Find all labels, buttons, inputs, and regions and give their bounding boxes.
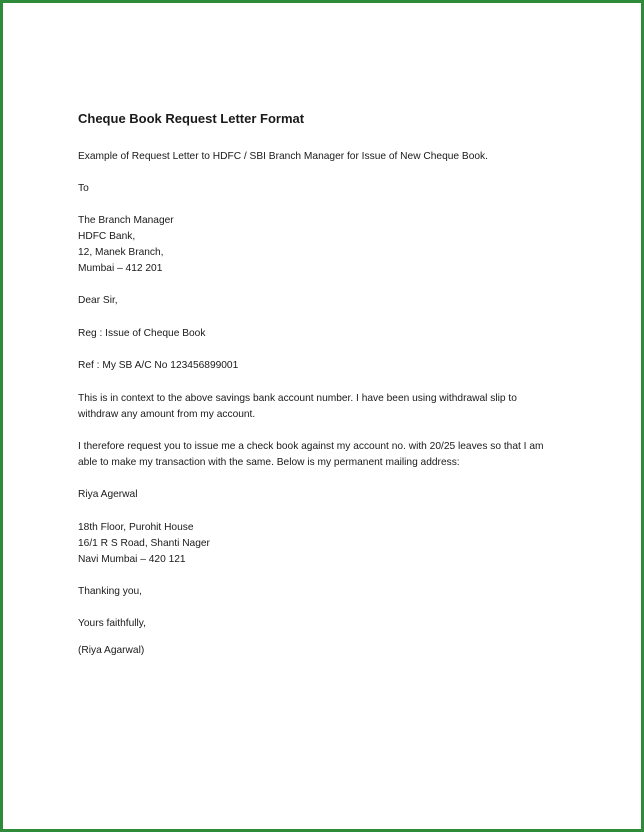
recipient-to: To: [78, 183, 89, 194]
letter-subtitle: Example of Request Letter to HDFC / SBI Branch Manager for Issue of New Cheque Book.: [78, 151, 488, 162]
recipient-address-line: 12, Manek Branch,: [78, 247, 164, 258]
subject-reg: Reg : Issue of Cheque Book: [78, 328, 206, 339]
body-paragraph-2-line: I therefore request you to issue me a check book against my account no. with 20/25 leaves so that I am: [78, 441, 544, 452]
reference-account: Ref : My SB A/C No 123456899001: [78, 360, 239, 371]
sender-address-line: Navi Mumbai – 420 121: [78, 554, 186, 565]
body-paragraph-1-line: withdraw any amount from my account.: [78, 409, 256, 420]
recipient-address-line: HDFC Bank,: [78, 231, 136, 242]
thanks-line: Thanking you,: [78, 586, 142, 597]
closing-line: Yours faithfully,: [78, 618, 146, 629]
recipient-address-line: Mumbai – 412 201: [78, 263, 163, 274]
sender-name: Riya Agerwal: [78, 489, 138, 500]
salutation: Dear Sir,: [78, 295, 118, 306]
sender-address-line: 18th Floor, Purohit House: [78, 522, 194, 533]
sender-address-line: 16/1 R S Road, Shanti Nager: [78, 538, 210, 549]
body-paragraph-2-line: able to make my transaction with the same. Below is my permanent mailing address:: [78, 457, 460, 468]
recipient-address-line: The Branch Manager: [78, 215, 174, 226]
body-paragraph-1-line: This is in context to the above savings bank account number. I have been using withdrawal slip to: [78, 393, 517, 404]
signature: (Riya Agarwal): [78, 645, 145, 656]
letter-title: Cheque Book Request Letter Format: [78, 111, 305, 126]
